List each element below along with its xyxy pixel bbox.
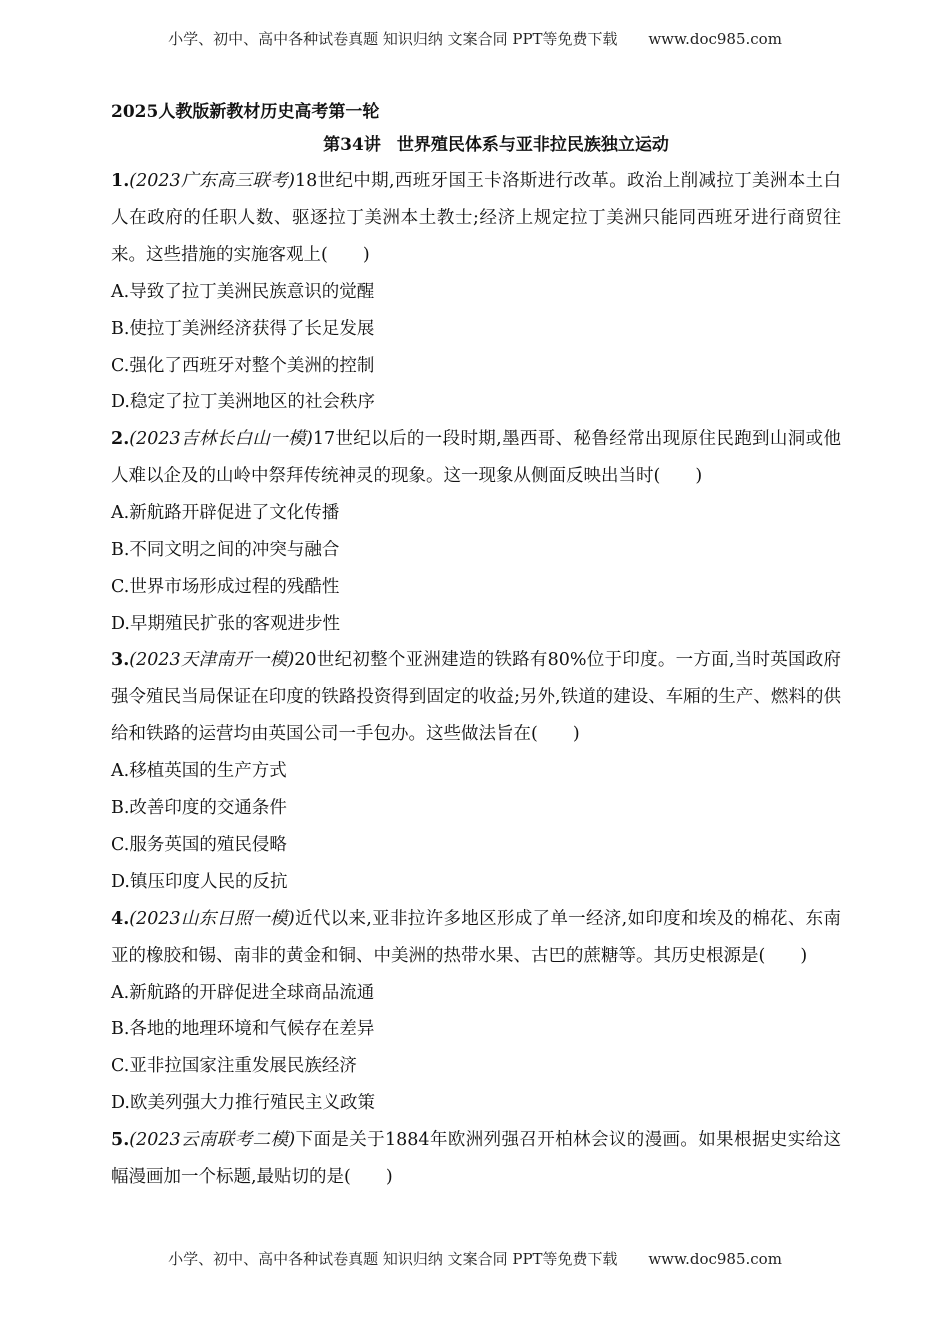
question-source: (2023山东日照一模) (129, 908, 295, 929)
answer-option: D.早期殖民扩张的客观进步性 (111, 613, 340, 634)
answer-option: C.亚非拉国家注重发展民族经济 (111, 1056, 357, 1077)
question-2 (111, 421, 841, 495)
question-3 (111, 642, 841, 753)
lesson-topic: 世界殖民体系与亚非拉民族独立运动 (396, 135, 669, 155)
question-1 (111, 163, 841, 274)
answer-option: B.改善印度的交通条件 (111, 798, 287, 819)
question-number-dot: . (123, 1129, 130, 1150)
answer-option: D.稳定了拉丁美洲地区的社会秩序 (111, 392, 375, 413)
question-source: (2023广东高三联考) (129, 171, 295, 191)
question-source: (2023云南联考二模) (129, 1129, 296, 1150)
answer-option: A.新航路的开辟促进全球商品流通 (111, 982, 375, 1003)
question-text: 近代以来,亚非拉许多地区形成了单一经济,如印度和埃及的棉花、东南亚的橡胶和锡、南非的黄金和铜、中美洲的热带水果、古巴的蔗糖等。其历史根源是( ) (111, 908, 841, 966)
question-number-dot: . (123, 908, 130, 929)
question-number: 2 (111, 429, 124, 450)
page-header (0, 28, 950, 49)
answer-option: C.世界市场形成过程的残酷性 (111, 576, 340, 597)
question-source: (2023天津南开一模) (129, 650, 295, 671)
question-4 (111, 901, 841, 975)
question-number: 3 (111, 650, 124, 671)
footer-text: 小学、初中、高中各种试卷真题 知识归纳 文案合同 PPT等免费下载 (168, 1250, 618, 1268)
answer-option: A.移植英国的生产方式 (111, 761, 287, 782)
answer-option: C.服务英国的殖民侵略 (111, 834, 287, 855)
answer-option: B.不同文明之间的冲突与融合 (111, 539, 340, 560)
question-list (111, 163, 841, 1196)
question-5 (111, 1122, 841, 1196)
question-number: 1 (111, 171, 124, 191)
series-title: 2025人教版新教材历史高考第一轮 (111, 102, 380, 122)
footer-site-link[interactable]: www.doc985.com (648, 1250, 782, 1268)
question-source: (2023吉林长白山一模) (129, 429, 313, 450)
question-text: 下面是关于1884年欧洲列强召开柏林会议的漫画。如果根据史实给这幅漫画加一个标题,最贴切的是( ) (111, 1129, 841, 1187)
header-site-link[interactable]: www.doc985.com (648, 30, 782, 48)
answer-option: B.使拉丁美洲经济获得了长足发展 (111, 318, 375, 339)
answer-option: A.新航路开辟促进了文化传播 (111, 503, 340, 524)
answer-option: A.导致了拉丁美洲民族意识的觉醒 (111, 282, 375, 302)
question-number: 5 (111, 1129, 124, 1150)
question-number: 4 (111, 908, 124, 929)
page-footer (0, 1248, 950, 1269)
answer-option: D.镇压印度人民的反抗 (111, 871, 288, 892)
answer-option: B.各地的地理环境和气候存在差异 (111, 1019, 375, 1040)
answer-option: D.欧美列强大力推行殖民主义政策 (111, 1092, 375, 1113)
question-text: 18世纪中期,西班牙国王卡洛斯进行改革。政治上削减拉丁美洲本土白人在政府的任职人数、驱逐拉丁美洲本土教士;经济上规定拉丁美洲只能同西班牙进行商贸往来。这些措施的实施客观上( ) (111, 171, 841, 265)
question-text: 17世纪以后的一段时期,墨西哥、秘鲁经常出现原住民跑到山洞或他人难以企及的山岭中祭拜传统神灵的现象。这一现象从侧面反映出当时( ) (111, 429, 841, 487)
answer-option: C.强化了西班牙对整个美洲的控制 (111, 355, 375, 376)
lesson-title (111, 133, 841, 157)
header-text: 小学、初中、高中各种试卷真题 知识归纳 文案合同 PPT等免费下载 (168, 30, 618, 48)
question-number-dot: . (123, 650, 130, 671)
question-text: 20世纪初整个亚洲建造的铁路有80%位于印度。一方面,当时英国政府强令殖民当局保证在印度的铁路投资得到固定的收益;另外,铁道的建设、车厢的生产、燃料的供给和铁路的运营均由英国公司一手包办。这些做法旨在( ) (111, 650, 841, 745)
question-number-dot: . (123, 429, 130, 450)
question-number-dot: . (123, 171, 130, 191)
lesson-number: 第34讲 (323, 135, 381, 155)
document-body (111, 100, 841, 1196)
